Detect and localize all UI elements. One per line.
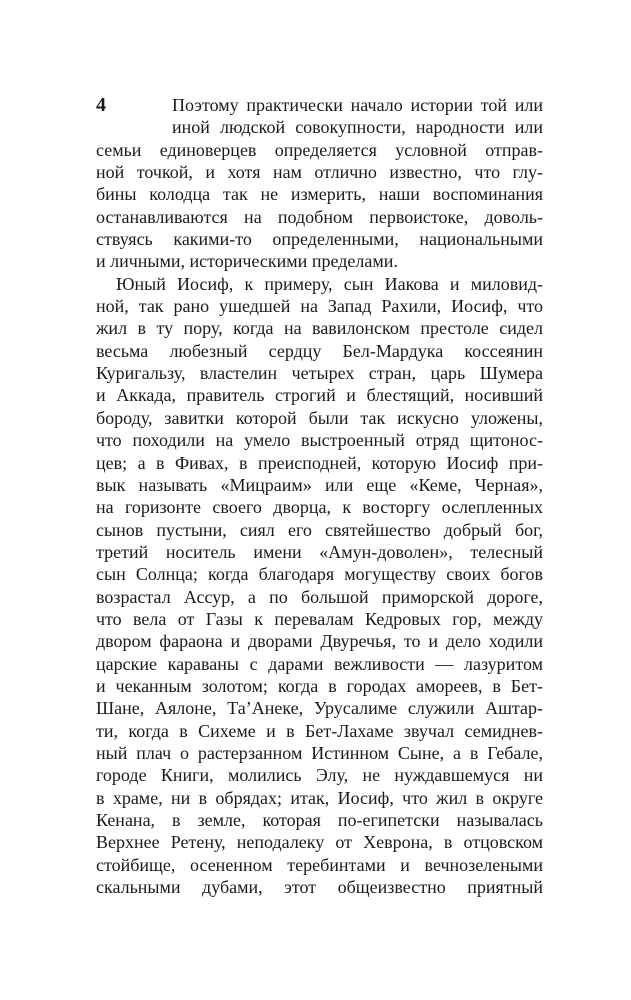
text-line: двором фараона и дворами Двуречья, то и дело ходили	[96, 631, 543, 652]
text-line: Верхнее Ретену, неподалеку от Хеврона, в отцовском	[96, 832, 543, 853]
text-line: сынов пустыни, сиял его святейшество добрый бог,	[96, 519, 543, 540]
text-line: останавливаются на подобном первоистоке, доволь-	[96, 206, 543, 227]
text-line: сын Солнца; когда благодаря могуществу своих богов	[96, 564, 543, 585]
text-line: что походили на умело выстроенный отряд щитонос-	[96, 430, 543, 451]
text-line: бины колодца так не измерить, наши воспоминания	[96, 184, 543, 205]
text-line: ной, так рано ушедшей на Запад Рахили, Иосиф, что	[96, 296, 543, 317]
text-line: цев; а в Фивах, в преисподней, которую Иосиф при-	[96, 452, 543, 473]
text-line: скальными дубами, этот общеизвестно приятный	[96, 877, 543, 898]
text-line: вык называть «Мицраим» или еще «Кеме, Черная»,	[96, 474, 543, 495]
text-line: на горизонте своего дворца, к восторгу ослепленных	[96, 497, 543, 518]
paragraph-2	[96, 273, 543, 899]
text-line: Куригальзу, властелин четырех стран, царь Шумера	[96, 363, 543, 384]
text-line: что вела от Газы к перевалам Кедровых гор, между	[96, 608, 543, 629]
text-line: стойбище, осененном теребинтами и вечнозелеными	[96, 854, 543, 875]
text-line: третий носитель имени «Амун-доволен», телесный	[96, 541, 543, 562]
text-line: в храме, ни в обрядах; итак, Иосиф, что жил в округе	[96, 787, 543, 808]
text-line: весьма любезный сердцу Бел-Мардука коссеянин	[96, 340, 543, 361]
text-line: бороду, завитки которой были так искусно уложены,	[96, 407, 543, 428]
text-line: Кенана, в земле, которая по-египетски называлась	[96, 810, 543, 830]
text-line: Юный Иосиф, к примеру, сын Иакова и миловид-	[116, 273, 543, 294]
text-line: ти, когда в Сихеме и в Бет-Лахаме звучал семиднев-	[96, 720, 543, 741]
text-line: ствуясь какими-то определенными, национальными	[96, 229, 543, 250]
text-line: царские караваны с дарами вежливости — лазуритом	[96, 653, 543, 674]
text-line: семьи единоверцев определяется условной отправ-	[96, 139, 543, 160]
text-line: и личными, историческими пределами.	[96, 251, 398, 272]
paragraph-1	[96, 94, 543, 273]
text-line: Шане, Аялоне, Та’Анеке, Урусалиме служили Аштар-	[96, 698, 543, 719]
page-number: 4	[96, 94, 106, 116]
book-page	[96, 94, 543, 898]
text-line: Поэтому практически начало истории той или	[172, 95, 543, 115]
text-line: и чеканным золотом; когда в городах амореев, в Бет-	[96, 675, 543, 696]
text-line: жил в ту пору, когда на вавилонском престоле сидел	[96, 318, 543, 339]
text-line: возрастал Ассур, а по большой приморской дороге,	[96, 586, 543, 607]
text-line: и Аккада, правитель строгий и блестящий, носивший	[96, 385, 543, 406]
text-line: ный плач о растерзанном Истинном Сыне, а в Гебале,	[96, 742, 543, 763]
text-line: городе Книги, молились Элу, не нуждавшемуся ни	[96, 765, 543, 786]
text-line: иной людской совокупности, народности или	[172, 117, 543, 138]
text-line: ной точкой, и хотя нам отлично известно, что глу-	[96, 162, 543, 183]
